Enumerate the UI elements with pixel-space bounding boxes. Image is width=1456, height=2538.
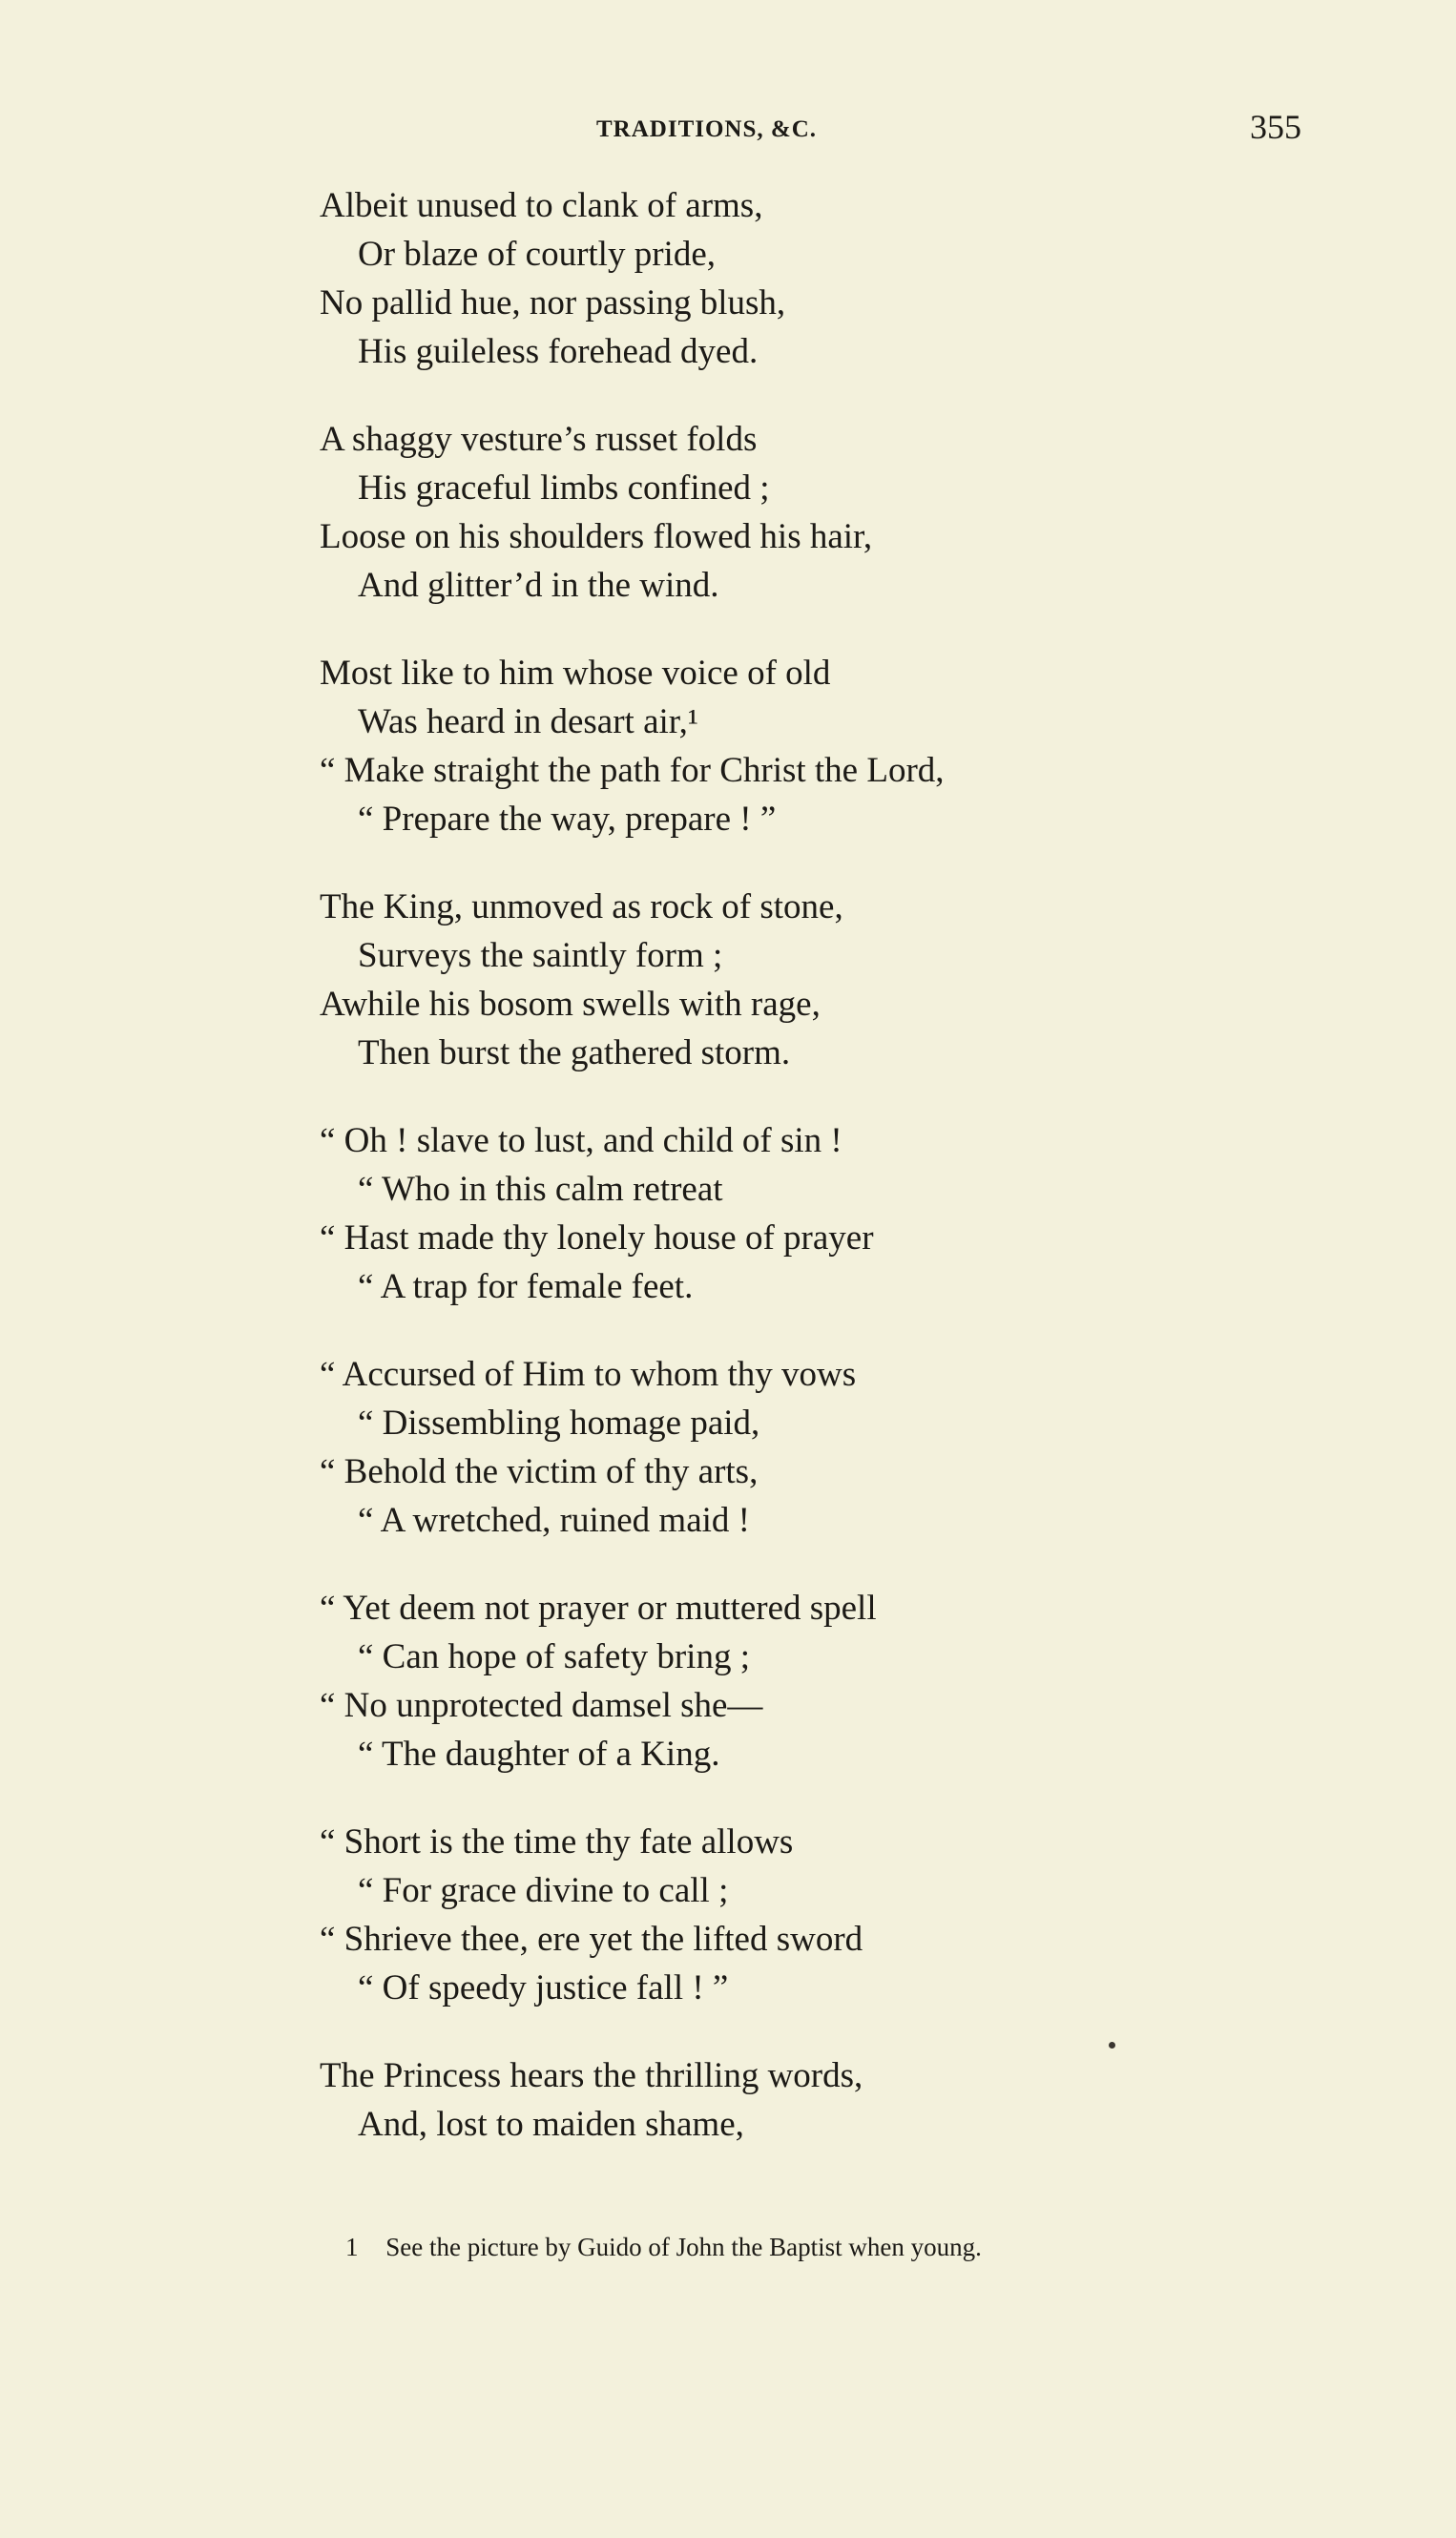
poem-line: Most like to him whose voice of old [320,654,831,693]
poem-line: “ No unprotected damsel she— [320,1686,763,1725]
poem-line: “ Make straight the path for Christ the Lord, [320,751,945,790]
poem-line: “ Of speedy justice fall ! ” [358,1968,729,2008]
poem-line: The King, unmoved as rock of stone, [320,887,843,926]
poem-line: “ A wretched, ruined maid ! [358,1501,750,1540]
poem-line: “ Oh ! slave to lust, and child of sin ! [320,1121,842,1160]
poem [320,181,1274,2188]
poem-line: His graceful limbs confined ; [358,468,770,508]
footnote [345,2233,982,2262]
poem-line: Albeit unused to clank of arms, [320,186,763,225]
stanza [320,2051,1274,2149]
stanza [320,1584,1274,1779]
poem-line: “ Yet deem not prayer or muttered spell [320,1589,877,1628]
poem-line: “ Shrieve thee, ere yet the lifted sword [320,1920,863,1959]
poem-line: “ Hast made thy lonely house of prayer [320,1218,874,1258]
poem-line: Loose on his shoulders flowed his hair, [320,517,873,556]
running-head [0,107,1456,155]
stanza [320,1116,1274,1311]
ink-speck [1109,2042,1115,2049]
poem-line: “ Who in this calm retreat [358,1170,723,1209]
stanza [320,649,1274,843]
poem-line: “ Behold the victim of thy arts, [320,1452,759,1491]
stanza [320,1818,1274,2012]
stanza [320,415,1274,610]
poem-line: “ Dissembling homage paid, [358,1404,760,1443]
poem-line: His guileless forehead dyed. [358,332,759,371]
poem-line: A shaggy vesture’s russet folds [320,420,758,459]
poem-line: “ Short is the time thy fate allows [320,1822,794,1862]
poem-line: “ Can hope of safety bring ; [358,1637,750,1676]
stanza [320,883,1274,1077]
poem-line: Surveys the saintly form ; [358,936,723,975]
poem-line: Then burst the gathered storm. [358,1033,791,1072]
running-title: TRADITIONS, &C. [596,116,818,142]
page-number: 355 [1250,108,1301,146]
poem-line: And glitter’d in the wind. [358,566,719,605]
footnote-text: See the picture by Guido of John the Baptist when young. [385,2233,982,2261]
poem-line: “ The daughter of a King. [358,1735,720,1774]
poem-line: “ Accursed of Him to whom thy vows [320,1355,857,1394]
poem-line: And, lost to maiden shame, [358,2105,744,2144]
stanza [320,1350,1274,1545]
poem-line: No pallid hue, nor passing blush, [320,283,786,322]
poem-line: “ For grace divine to call ; [358,1871,729,1910]
poem-line: Was heard in desart air,¹ [358,702,698,741]
poem-line: Awhile his bosom swells with rage, [320,985,821,1024]
footnote-mark: 1 [345,2233,359,2261]
poem-line: “ Prepare the way, prepare ! ” [358,800,777,839]
poem-line: “ A trap for female feet. [358,1267,694,1306]
poem-line: Or blaze of courtly pride, [358,235,716,274]
poem-line: The Princess hears the thrilling words, [320,2056,863,2095]
stanza [320,181,1274,376]
